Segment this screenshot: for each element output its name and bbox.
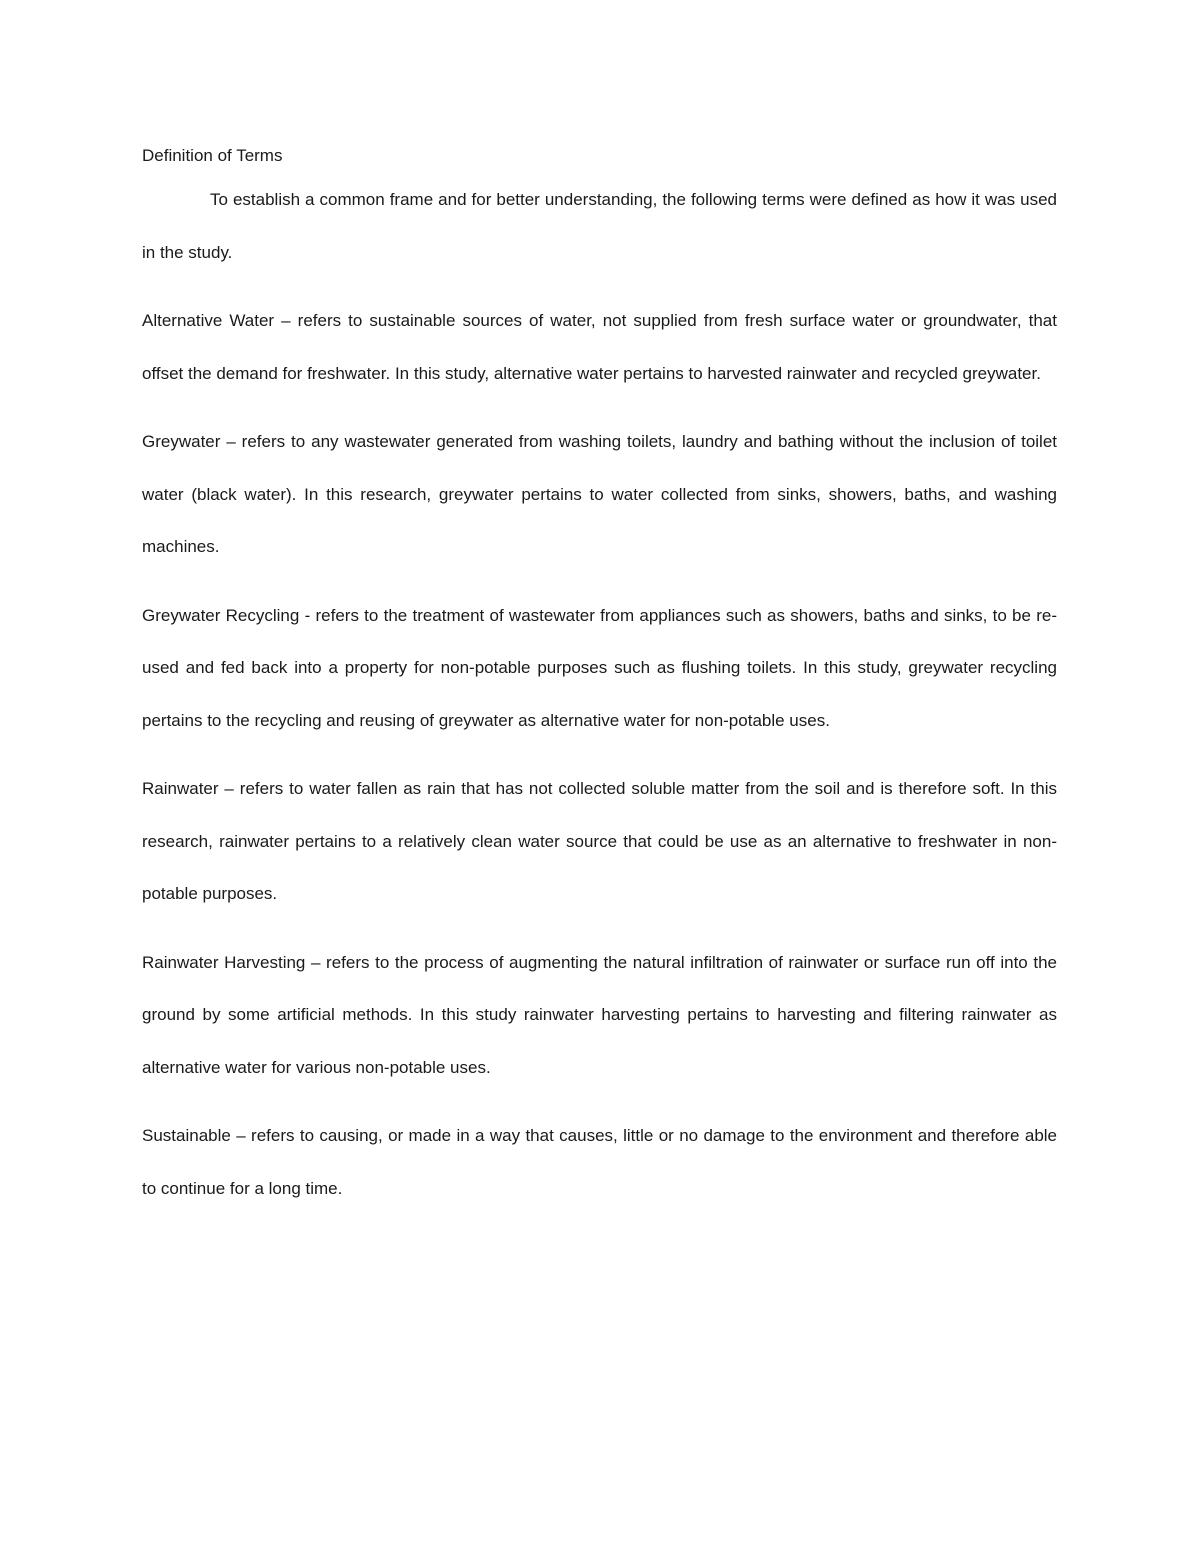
definition-greywater: Greywater – refers to any wastewater generated from washing toilets, laundry and bathing without the inclusion of toilet water (black water). In this research, greywater pertains to water collected from sinks, showers, baths, and washing machines. <box>142 432 1057 556</box>
intro-paragraph: To establish a common frame and for better understanding, the following terms were defined as how it was used in the study. <box>142 190 1057 262</box>
definition-sustainable: Sustainable – refers to causing, or made in a way that causes, little or no damage to the environment and therefore able to continue for a long time. <box>142 1126 1057 1198</box>
section-heading: Definition of Terms <box>142 146 283 165</box>
definition-greywater-recycling: Greywater Recycling - refers to the treatment of wastewater from appliances such as showers, baths and sinks, to be re-used and fed back into a property for non-potable purposes such as flushing toilets. In this study, greywater recycling pertains to the recycling and reusing of greywater as alternative water for non-potable uses. <box>142 605 1057 730</box>
document-body <box>142 138 1057 1215</box>
definition-rainwater: Rainwater – refers to water fallen as rain that has not collected soluble matter from the soil and is therefore soft. In this research, rainwater pertains to a relatively clean water source that could be use as an alternative to freshwater in non-potable purposes. <box>142 779 1057 903</box>
definition-alternative-water: Alternative Water – refers to sustainable sources of water, not supplied from fresh surface water or groundwater, that offset the demand for freshwater. In this study, alternative water pertains to harvested rainwater and recycled greywater. <box>142 311 1057 383</box>
definition-rainwater-harvesting: Rainwater Harvesting – refers to the process of augmenting the natural infiltration of rainwater or surface run off into the ground by some artificial methods. In this study rainwater harvesting pertains to harvesting and filtering rainwater as alternative water for various non-potable uses. <box>142 952 1057 1077</box>
